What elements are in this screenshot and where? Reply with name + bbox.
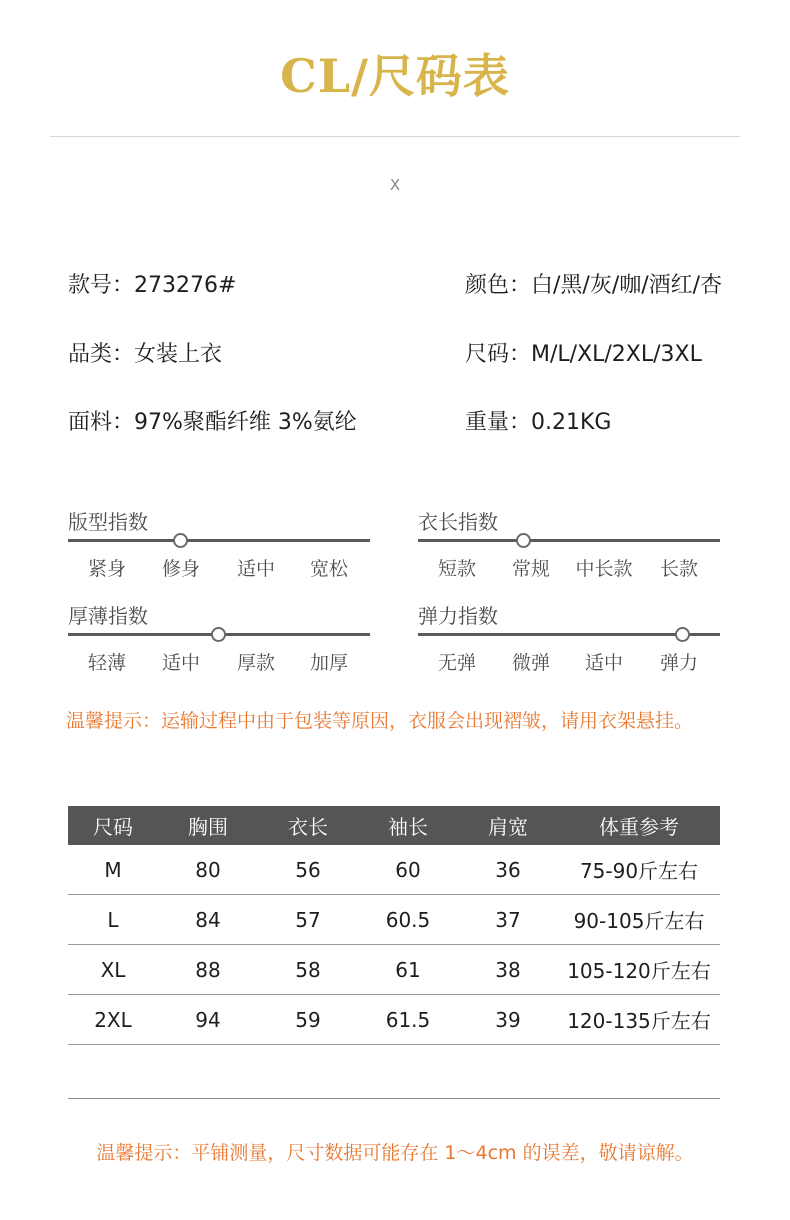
table-cell: XL	[68, 945, 158, 995]
index-track	[418, 539, 720, 542]
table-cell: 61	[358, 945, 458, 995]
index-option: 适中	[236, 558, 275, 580]
table-cell: 59	[258, 995, 358, 1045]
index-knob	[675, 627, 690, 642]
size-table	[68, 806, 720, 1045]
index-label: 弹力指数	[418, 604, 498, 628]
table-cell: 37	[458, 895, 558, 945]
title-divider	[50, 136, 740, 137]
index-option: 轻薄	[87, 652, 126, 674]
index-track	[68, 539, 370, 542]
table-cell: 36	[458, 845, 558, 895]
table-row	[68, 895, 720, 945]
index-option: 长款	[659, 558, 698, 580]
index-option: 中长款	[575, 558, 633, 580]
index-option: 紧身	[87, 558, 126, 580]
style-number: 款号：273276#	[68, 273, 237, 298]
measurement-tip: 温馨提示：平铺测量，尺寸数据可能存在 1～4cm 的误差，敬请谅解。	[96, 1142, 694, 1164]
table-header-row	[68, 806, 720, 845]
table-cell: 60	[358, 845, 458, 895]
table-cell: 94	[158, 995, 258, 1045]
table-cell: 84	[158, 895, 258, 945]
table-cell: M	[68, 845, 158, 895]
index-option: 加厚	[309, 652, 348, 674]
index-option: 短款	[437, 558, 476, 580]
index-label: 衣长指数	[418, 510, 498, 534]
table-cell: 105-120斤左右	[558, 945, 720, 995]
category: 品类：女装上衣	[68, 342, 223, 367]
table-cell: 39	[458, 995, 558, 1045]
column-header: 衣长	[258, 806, 358, 845]
index-label: 厚薄指数	[68, 604, 148, 628]
table-cell: 120-135斤左右	[558, 995, 720, 1045]
table-cell: 56	[258, 845, 358, 895]
index-knob	[516, 533, 531, 548]
weight: 重量：0.21KG	[465, 410, 612, 435]
table-cell: 38	[458, 945, 558, 995]
index-option: 修身	[161, 558, 200, 580]
size-options: 尺码：M/L/XL/2XL/3XL	[465, 342, 702, 367]
page-title: CL/尺码表	[280, 49, 510, 103]
close-mark: X	[389, 176, 401, 194]
column-header: 肩宽	[458, 806, 558, 845]
color-options: 颜色：白/黑/灰/咖/酒红/杏	[465, 273, 723, 298]
index-option: 无弹	[437, 652, 476, 674]
column-header: 体重参考	[558, 806, 720, 845]
table-cell: 80	[158, 845, 258, 895]
fabric: 面料：97%聚酯纤维 3%氨纶	[68, 410, 357, 435]
table-cell: 2XL	[68, 995, 158, 1045]
table-cell: L	[68, 895, 158, 945]
bottom-divider	[68, 1098, 720, 1099]
table-row	[68, 845, 720, 895]
table-row	[68, 995, 720, 1045]
table-row	[68, 945, 720, 995]
shipping-tip: 温馨提示：运输过程中由于包装等原因，衣服会出现褶皱，请用衣架悬挂。	[66, 710, 694, 732]
table-cell: 88	[158, 945, 258, 995]
table-cell: 75-90斤左右	[558, 845, 720, 895]
index-option: 常规	[511, 558, 550, 580]
column-header: 尺码	[68, 806, 158, 845]
table-cell: 90-105斤左右	[558, 895, 720, 945]
index-option: 适中	[584, 652, 623, 674]
index-knob	[173, 533, 188, 548]
index-option: 宽松	[309, 558, 348, 580]
index-option: 厚款	[236, 652, 275, 674]
index-label: 版型指数	[68, 510, 148, 534]
index-option: 适中	[161, 652, 200, 674]
table-cell: 57	[258, 895, 358, 945]
column-header: 胸围	[158, 806, 258, 845]
index-knob	[211, 627, 226, 642]
table-cell: 61.5	[358, 995, 458, 1045]
index-option: 微弹	[511, 652, 550, 674]
table-cell: 60.5	[358, 895, 458, 945]
column-header: 袖长	[358, 806, 458, 845]
table-cell: 58	[258, 945, 358, 995]
index-option: 弹力	[659, 652, 698, 674]
